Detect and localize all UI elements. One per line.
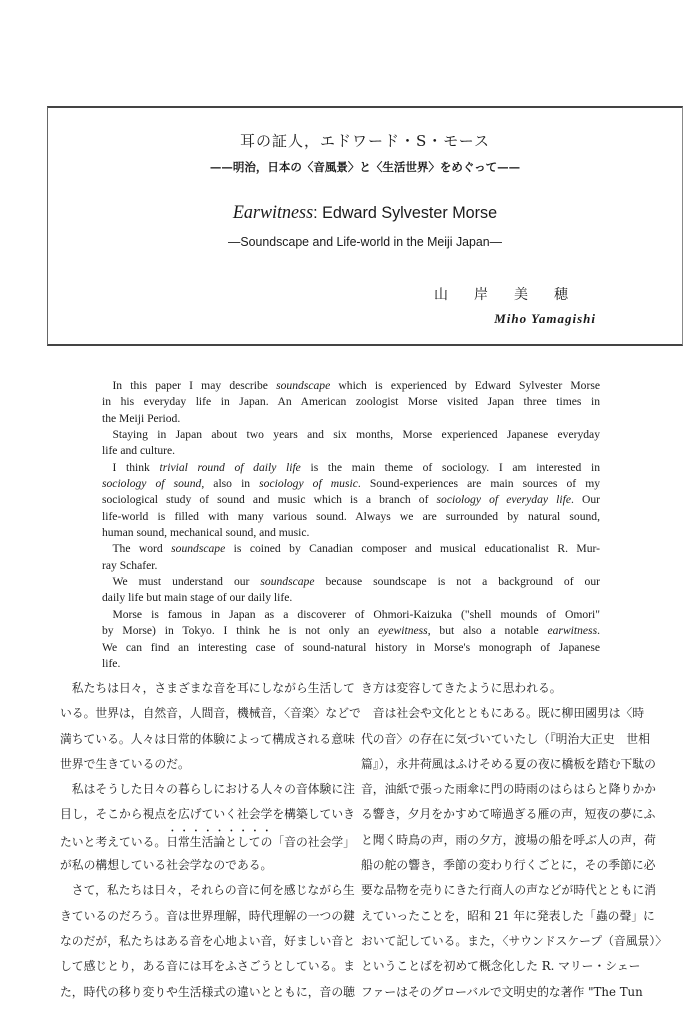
- japanese-title: 耳の証人，エドワード・S・モース: [240, 132, 490, 150]
- text-line: [60, 777, 355, 802]
- text-segment: . Our: [570, 493, 601, 507]
- text-segment: We can find an interesting case of sound-natural history in Morse's monograph of Japanese: [102, 640, 600, 654]
- italic-term: sociology of sound: [102, 477, 202, 491]
- text-line: [102, 525, 600, 541]
- text-line: [102, 607, 600, 623]
- text-segment: The word: [112, 542, 172, 556]
- text-line: [361, 802, 656, 827]
- text-segment: , also in: [201, 477, 260, 491]
- title-box: [47, 106, 683, 346]
- text-segment: Staying in Japan about two years and six months, Morse experienced Japanese everyday: [112, 428, 600, 442]
- text-segment: 篇』），永井荷風はふけそめる夏の夜に橋板を踏む下駄の: [361, 756, 656, 771]
- text-segment: た，時代の移り変りや生活様式の違いとともに，音の聴: [60, 984, 355, 999]
- text-line: [102, 378, 600, 394]
- author-japanese: 山岸美穂: [434, 287, 594, 303]
- text-segment: .: [597, 624, 600, 638]
- italic-term: trivial round of daily life: [159, 460, 301, 474]
- text-line: [60, 853, 330, 878]
- text-line: [102, 509, 600, 525]
- text-segment: is the main theme of sociology. I am interested in: [300, 460, 600, 474]
- text-line: [102, 411, 600, 427]
- text-line: [60, 676, 355, 701]
- text-segment: Morse is famous in Japan as a discoverer of Ohmori-Kaizuka ("shell mounds of Omori": [112, 607, 600, 621]
- text-line: [361, 828, 656, 853]
- text-line: [361, 727, 651, 752]
- text-line: [361, 853, 656, 878]
- text-segment: 私はそうした日々の暮らしにおける人々の音体験に注: [60, 782, 355, 797]
- text-line: [102, 476, 600, 492]
- text-line: [361, 701, 645, 726]
- text-line: [60, 929, 355, 954]
- text-segment: さて，私たちは日々，それらの音に何を感じながら生: [60, 883, 355, 898]
- text-line: [102, 558, 600, 574]
- text-segment: is coined by Canadian composer and musical educationalist R. Mur-: [225, 542, 600, 556]
- text-segment: 「音の社会学」: [272, 834, 355, 849]
- english-title-italic: Earwitness: [232, 202, 314, 223]
- text-segment: sociological study of sound and music which is a branch of: [102, 493, 437, 507]
- text-line: [102, 656, 600, 672]
- text-segment: daily life but main stage of our daily life.: [102, 591, 293, 605]
- text-segment: life.: [102, 656, 121, 670]
- italic-term: sociology of music: [259, 477, 358, 491]
- text-line: [60, 980, 355, 1005]
- text-segment: ファーはそのグローバルで文明史的な著作 "The Tun: [361, 984, 643, 999]
- text-segment: なのだが，私たちはある音を心地よい音，好ましい音と: [60, 933, 355, 948]
- text-segment: 私たちは日々，さまざまな音を耳にしながら生活して: [60, 681, 355, 695]
- text-segment: えていったことを，昭和 21 年に発表した「蟲の聲」に: [361, 908, 655, 923]
- italic-term: sociology of everyday life: [436, 493, 571, 507]
- text-segment: . Sound-experiences are main sources of my: [357, 477, 601, 491]
- text-segment: たいと考えている。: [60, 834, 167, 849]
- text-line: [361, 904, 655, 929]
- text-line: [361, 929, 668, 954]
- text-segment: 代の音〉の存在に気づいていたし（『明治大正史 世相: [361, 731, 651, 746]
- text-segment: I think: [112, 460, 160, 474]
- text-line: [60, 802, 355, 827]
- text-segment: In this paper I may describe: [112, 379, 277, 392]
- text-line: [102, 460, 600, 476]
- text-line: [102, 623, 600, 639]
- body-column-left: [60, 676, 361, 1005]
- text-segment: 音，油紙で張った雨傘に門の時雨のはらはらと降りかか: [361, 782, 656, 797]
- text-segment: which is experienced by Edward Sylvester Morse: [330, 379, 600, 392]
- text-segment: , but also a notable: [427, 624, 548, 638]
- text-line: [102, 590, 600, 606]
- text-line: [60, 828, 355, 853]
- text-segment: 船の舵の響き，季節の変わり行くごとに，その季節に必: [361, 858, 656, 873]
- text-line: [102, 443, 600, 459]
- text-segment: because soundscape is not a background of our: [314, 575, 600, 589]
- text-line: [60, 954, 355, 979]
- text-line: [361, 777, 656, 802]
- italic-term: soundscape: [276, 379, 331, 392]
- text-segment: と聞く時鳥の声，雨の夕方，渡場の船を呼ぶ人の声，荷: [361, 832, 656, 847]
- japanese-subtitle: ——明治，日本の〈音風景〉と〈生活世界〉をめぐって——: [209, 160, 521, 174]
- italic-term: soundscape: [260, 575, 315, 589]
- text-line: [102, 541, 600, 557]
- text-line: [361, 676, 631, 701]
- english-subtitle: —Soundscape and Life-world in the Meiji Japan—: [228, 234, 502, 249]
- italic-term: eyewitness: [378, 624, 428, 638]
- text-line: [102, 492, 600, 508]
- text-segment: おいて記している。また，〈サウンドスケープ（音風景）〉: [361, 933, 668, 948]
- text-segment: in his everyday life in Japan. An American zoologist Morse visited Japan three times in: [102, 395, 600, 409]
- text-segment: 音は社会や文化とともにある。既に柳田國男は〈時: [361, 706, 645, 721]
- text-line: [60, 727, 355, 752]
- emphasized-text: 日常生活論としての: [166, 834, 273, 849]
- abstract: [102, 378, 600, 672]
- text-line: [102, 574, 600, 590]
- text-line: [60, 701, 361, 726]
- text-line: [60, 904, 355, 929]
- text-line: [361, 878, 656, 903]
- text-line: [361, 752, 656, 777]
- english-title-rest: : Edward Sylvester Morse: [313, 203, 498, 222]
- text-line: [102, 427, 600, 443]
- text-line: [361, 980, 643, 1005]
- text-line: [361, 954, 641, 979]
- text-segment: life and culture.: [102, 444, 176, 458]
- text-line: [60, 878, 355, 903]
- text-segment: We must understand our: [112, 575, 261, 589]
- english-title: [64, 202, 666, 224]
- text-segment: ということばを初めて概念化した R. マリー・シェー: [361, 959, 641, 974]
- text-segment: る響き，夕月をかすめて啼過ぎる雁の声，短夜の夢にふ: [361, 807, 656, 822]
- text-segment: 要な品物を売りにきた行商人の声などが時代とともに消: [361, 883, 656, 898]
- body-column-right: [361, 676, 668, 1005]
- text-segment: いる。世界は，自然音，人間音，機械音，〈音楽〉などで: [60, 706, 361, 721]
- text-segment: して感じとり，ある音には耳をふさごうとしている。ま: [60, 959, 355, 974]
- italic-term: earwitness: [547, 624, 598, 638]
- text-segment: きているのだろう。音は世界理解，時代理解の一つの鍵: [60, 908, 355, 923]
- text-segment: by Morse) in Tokyo. I think he is not only an: [102, 624, 379, 638]
- text-segment: human sound, mechanical sound, and music.: [102, 526, 310, 540]
- text-segment: ray Schafer.: [102, 558, 158, 572]
- text-segment: 目し，そこから視点を広げていく社会学を構築していき: [60, 807, 355, 822]
- text-line: [102, 394, 600, 410]
- text-line: [60, 752, 330, 777]
- text-segment: 世界で生きているのだ。: [60, 756, 190, 771]
- author-english: Miho Yamagishi: [494, 311, 596, 326]
- text-segment: が私の構想している社会学なのである。: [60, 858, 273, 873]
- text-segment: 満ちている。人々は日常的体験によって構成される意味: [60, 731, 355, 746]
- text-line: [102, 640, 600, 656]
- text-segment: き方は変容してきたように思われる。: [361, 681, 562, 695]
- text-segment: life-world is filled with many various sound. Always we are surrounded by natural sound,: [102, 509, 600, 523]
- text-segment: the Meiji Period.: [102, 411, 181, 425]
- italic-term: soundscape: [171, 542, 226, 556]
